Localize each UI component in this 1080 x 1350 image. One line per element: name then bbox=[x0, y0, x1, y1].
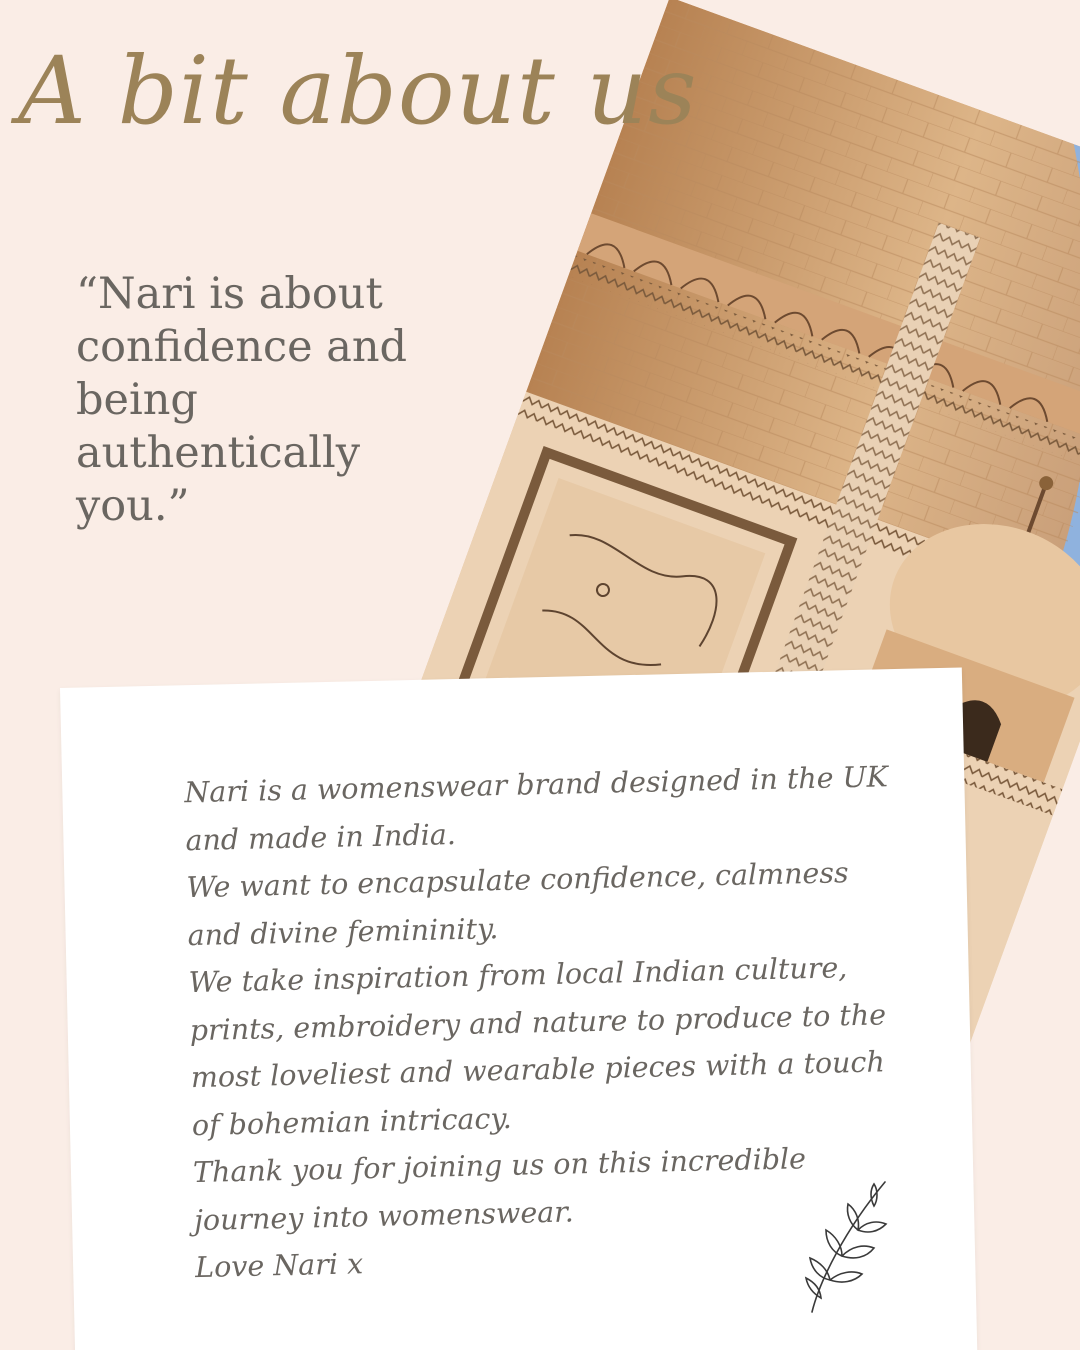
about-line: most loveliest and wearable pieces with a touch bbox=[190, 1045, 886, 1095]
about-line: and made in India. bbox=[185, 817, 457, 857]
about-line: and divine femininity. bbox=[187, 911, 499, 952]
about-line: We take inspiration from local Indian culture, bbox=[188, 951, 848, 1000]
signature-line: Love Nari x bbox=[194, 1247, 364, 1285]
leaf-sprig-icon bbox=[790, 1170, 900, 1320]
about-line: of bohemian intricacy. bbox=[191, 1101, 513, 1142]
about-line: We want to encapsulate confidence, calmness bbox=[186, 856, 849, 905]
about-line: journey into womenswear. bbox=[193, 1194, 575, 1237]
page-heading: A bit about us bbox=[18, 37, 698, 146]
about-line: prints, embroidery and nature to produce to the bbox=[189, 997, 887, 1047]
about-line: Thank you for joining us on this incredible bbox=[192, 1142, 807, 1190]
about-line: Nari is a womenswear brand designed in the UK bbox=[184, 760, 889, 810]
brand-quote: “Nari is about confidence and being authentically you.” bbox=[76, 269, 408, 531]
